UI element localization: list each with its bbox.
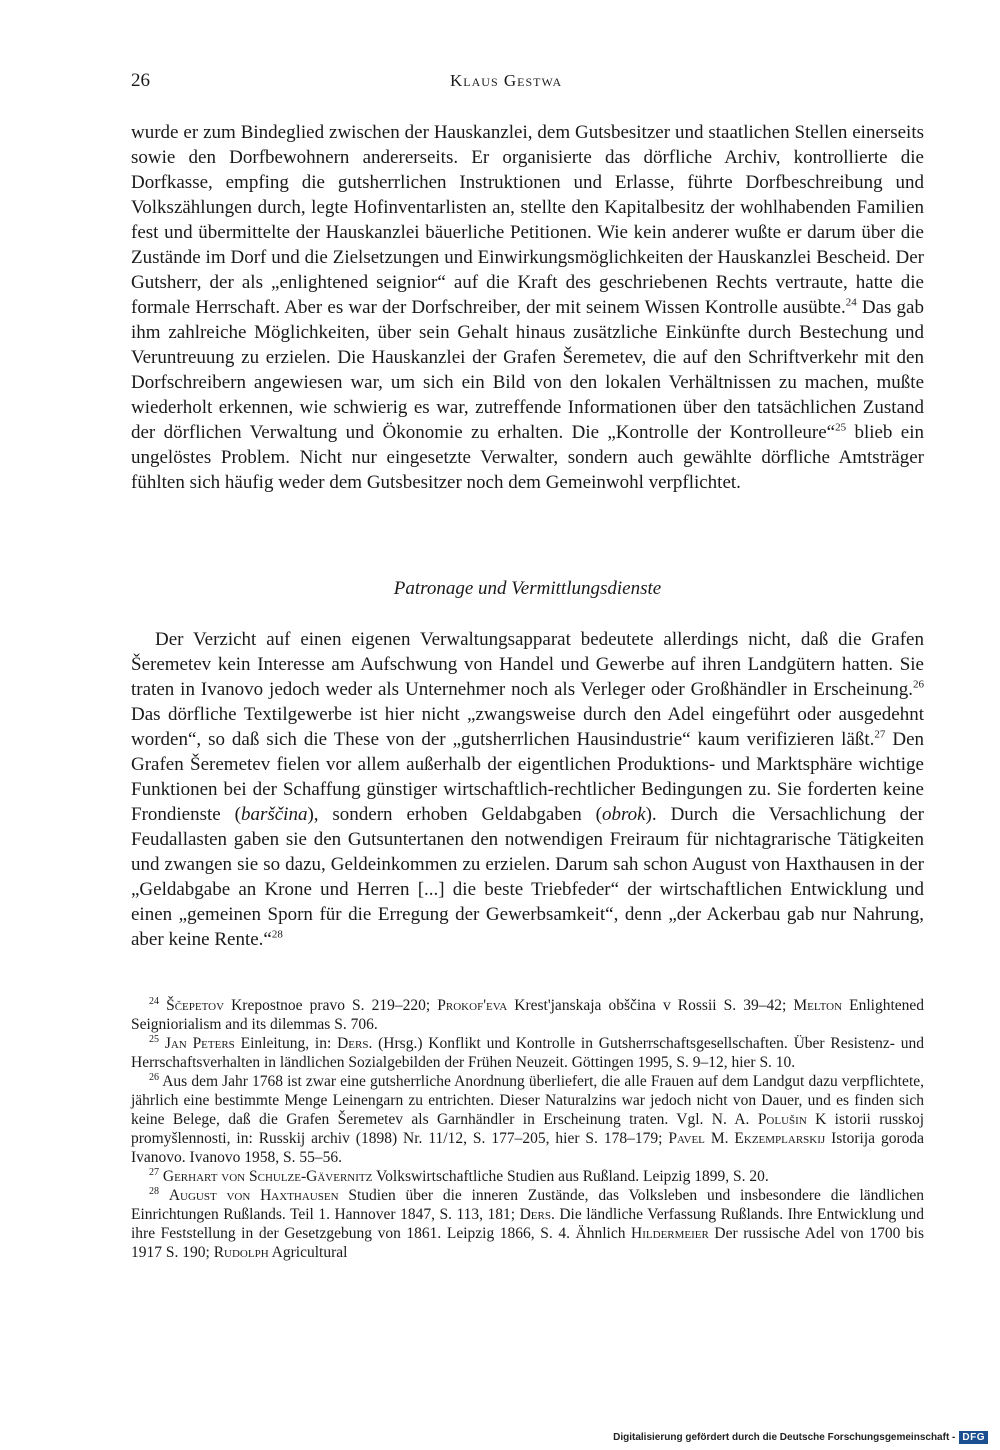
- footnote-number: 24: [149, 995, 159, 1007]
- paragraph-2-text-d: ), sondern erhoben Geldabgaben (: [307, 804, 602, 825]
- digitization-credit: [613, 1431, 988, 1444]
- footnote-27: [131, 1167, 924, 1186]
- footnote-text: Einleitung, in:: [234, 1035, 338, 1052]
- credit-text: Digitalisierung gefördert durch die Deutsche Forschungsgemeinschaft -: [613, 1432, 956, 1443]
- footnote-text: K istorii russkoj promyšlennosti, in: Russkij archiv (1898) Nr. 11/12, S. 177–205, hier S. 178–179;: [131, 1111, 924, 1147]
- paragraph-1: [131, 120, 924, 495]
- footnote-text: Die ländliche Verfassung Rußlands. Ihre Entwicklung und ihre Feststellung in der Gesetzgebung von 1861. Leipzig 1866, S. 4. Ähnlich: [131, 1206, 924, 1242]
- footnote-ref-25[interactable]: 25: [835, 421, 847, 434]
- footnote-ref-24[interactable]: 24: [845, 296, 857, 309]
- footnote-author: Polušin: [757, 1111, 807, 1128]
- paragraph-2-text-b: Das dörfliche Textilgewerbe ist hier nicht „zwangsweise durch den Adel eingeführt oder ausgedehnt worden“, so daß sich die These von der „gutsherrlichen Hausindustrie“ kaum verifizieren läßt.: [131, 704, 924, 750]
- paragraph-1-text-b: Das gab ihm zahlreiche Möglichkeiten, über sein Gehalt hinaus zusätzliche Einkünfte durch Bestechung und Veruntreuung zu erzielen. Die Hauskanzlei der Grafen Šeremetev, die auf den Schriftverkehr mit den Dorfschreibern angewiesen war, um sich ein Bild von den lokalen Verhältnissen zu machen, mußte wiederholt erkennen, wie schwierig es war, zutreffende Informationen über den tatsächlichen Zustand der dörflichen Verwaltung und Ökonomie zu erhalten. Die „Kontrolle der Kontrolleure“: [131, 297, 924, 443]
- footnote-author: Ščepetov: [166, 997, 225, 1014]
- paragraph-1-text-a: wurde er zum Bindeglied zwischen der Hauskanzlei, dem Gutsbesitzer und staatlichen Stellen einerseits sowie den Dorfbewohnern andererseits. Er organisierte das dörfliche Archiv, kontrollierte die Dorfkasse, empfing die gutsherrlichen Instruktionen und Erlasse, führte Dorfbeschreibung und Volkszählungen durch, legte Hofinventarlisten an, stellte den Kapitalbesitz der wohlhabenden Familien fest und übermittelte der Hauskanzlei bäuerliche Petitionen. Wie kein anderer wußte er darum über die Zustände im Dorf und die Zielsetzungen und Einwirkungsmöglichkeiten der Hauskanzlei Bescheid. Der Gutsherr, der als „enlightened seignior“ auf die Kraft des geschriebenen Rechts vertraute, hatte die formale Herrschaft. Aber es war der Dorfschreiber, der mit seinem Wissen Kontrolle ausübte.: [131, 122, 924, 318]
- italic-term-obrok: obrok: [601, 804, 646, 825]
- footnote-text: (Hrsg.) Konflikt und Kontrolle in Gutsherrschaftsgesellschaften. Über Resistenz- und Herrschaftsverhalten in ländlichen Sozialgebilden der Frühen Neuzeit. Göttingen 1995, S. 9–12, hier S. 10.: [131, 1035, 925, 1071]
- body-paragraph-1: [131, 120, 924, 495]
- footnote-ref-27[interactable]: 27: [874, 728, 886, 741]
- footnote-ref-28[interactable]: 28: [271, 928, 283, 941]
- footnote-text: Istorija goroda Ivanovo. Ivanovo 1958, S. 55–56.: [131, 1130, 924, 1166]
- paragraph-2-text-a: Der Verzicht auf einen eigenen Verwaltungsapparat bedeutete allerdings nicht, daß die Grafen Šeremetev kein Interesse am Aufschwung von Handel und Gewerbe auf ihren Landgütern hatten. Sie traten in Ivanovo jedoch weder als Unternehmer noch als Verleger oder Großhändler in Erscheinung.: [131, 629, 924, 700]
- footnote-author: August von Haxthausen: [168, 1187, 339, 1204]
- footnote-author: Gerhart von Schulze-Gävernitz: [162, 1168, 373, 1185]
- section-heading: Patronage und Vermittlungsdienste: [393, 578, 662, 599]
- footnote-author: Pavel M. Ekzemplarskij: [668, 1130, 826, 1147]
- footnote-28: [131, 1186, 924, 1262]
- footnote-text: Studien über die inneren Zustände, das Volksleben und insbesondere die ländlichen Einrichtungen Rußlands. Teil 1. Hannover 1847, S. 113, 181;: [131, 1187, 925, 1223]
- footnote-author: Ders.: [337, 1035, 373, 1052]
- paragraph-1-text-c: blieb ein ungelöstes Problem. Nicht nur eingesetzte Verwalter, sondern auch gewählte dörfliche Amtsträger fühlten sich häufig weder dem Gutsbesitzer noch dem Gemeinwohl verpflichtet.: [131, 422, 924, 493]
- footnote-text: Volkswirtschaftliche Studien aus Rußland. Leipzig 1899, S. 20.: [372, 1168, 769, 1185]
- footnote-number: 27: [149, 1166, 159, 1178]
- footnote-24: [131, 996, 924, 1034]
- footnote-author: Ders.: [519, 1206, 555, 1223]
- footnote-author: Rudolph: [213, 1244, 269, 1261]
- footnote-author: Hildermeier: [631, 1225, 709, 1242]
- footnote-author: Prokof'eva: [437, 997, 508, 1014]
- footnote-number: 25: [149, 1033, 159, 1045]
- footnote-text: Krest'janskaja obščina v Rossii S. 39–42;: [507, 997, 794, 1014]
- footnote-number: 28: [149, 1185, 159, 1197]
- footnote-text: Der russische Adel von 1700 bis 1917 S. 190;: [131, 1225, 925, 1261]
- footnote-text: Krepostnoe pravo S. 219–220;: [224, 997, 438, 1014]
- paragraph-2-text-c: Den Grafen Šeremetev fielen vor allem außerhalb der eigentlichen Produktions- und Marktsphäre wichtige Funktionen bei der Schaffung günstiger wirtschaftlich-rechtlicher Bedingungen zu. Sie forderten keine Frondienste (: [131, 729, 924, 825]
- paragraph-2-text-e: ). Durch die Versachlichung der Feudallasten gaben sie den Gutsuntertanen den notwendigen Freiraum für nichtagrarische Tätigkeiten und zwangen sie so dazu, Geldeinkommen zu erzielen. Darum sah schon August von Haxthausen in der „Geldabgabe an Krone und Herren [...] die beste Triebfeder“ der wirtschaftlichen Entwicklung und einen „gemeinen Sporn für die Erregung der Gewerbsamkeit“, denn „der Ackerbau gab nur Nahrung, aber keine Rente.“: [131, 804, 924, 950]
- footnote-text: Enlightened Seigniorialism and its dilemmas S. 706.: [131, 997, 925, 1033]
- footnote-author: Melton: [793, 997, 843, 1014]
- footnote-text: Agricultural: [268, 1244, 348, 1261]
- dfg-logo-icon: DFG: [959, 1431, 988, 1444]
- body-paragraph-2: [131, 627, 924, 952]
- footnote-25: [131, 1034, 924, 1072]
- page-number: 26: [131, 70, 150, 91]
- footnote-text: Aus dem Jahr 1768 ist zwar eine gutsherrliche Anordnung überliefert, die alle Frauen auf dem Landgut dazu verpflichtete, jährlich eine bestimmte Menge Leinengarn zu entrichten. Dieser Naturalzins war jedoch nicht von Dauer, und es finden sich keine Belege, daß die Grafen Šeremetev als Garnhändler in Erscheinung traten. Vgl. N. A.: [131, 1073, 924, 1128]
- paragraph-2: [131, 627, 924, 952]
- running-head: Klaus Gestwa: [450, 71, 563, 90]
- footnote-author: Jan Peters: [164, 1035, 235, 1052]
- footnote-ref-26[interactable]: 26: [913, 678, 924, 691]
- italic-term-barscina: barščina: [240, 804, 308, 825]
- footnote-number: 26: [149, 1071, 159, 1083]
- footnote-26: [131, 1072, 924, 1167]
- footnotes: [131, 996, 924, 1262]
